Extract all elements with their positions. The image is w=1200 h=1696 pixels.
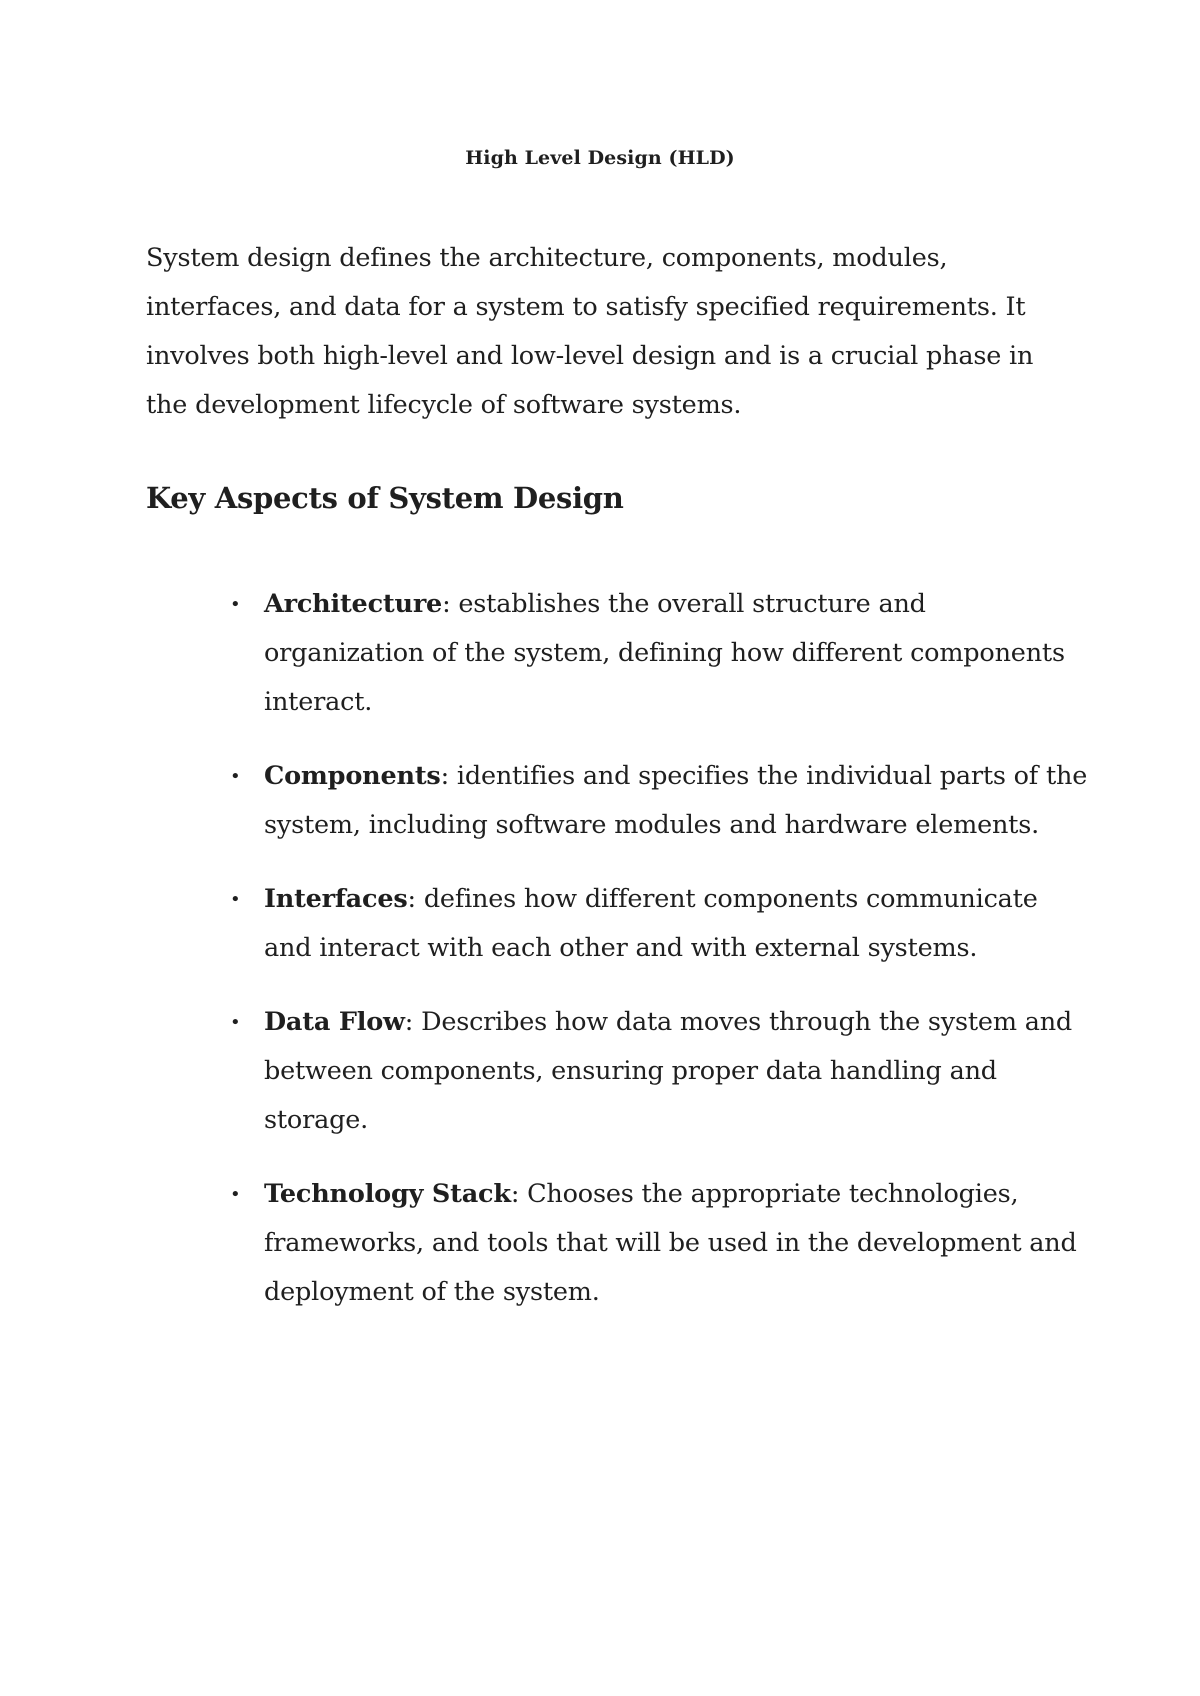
aspect-description: : Chooses the appropriate technologies, frameworks, and tools that will be used in the development and deployment of the system. (264, 1179, 1077, 1307)
aspect-term: Technology Stack (264, 1179, 511, 1209)
intro-paragraph: System design defines the architecture, components, modules, interfaces, and data for a system to satisfy specified requirements. It involves both high-level and low-level design and is a crucial phase in the development lifecycle of software systems. (146, 243, 1034, 420)
aspect-item-architecture (230, 580, 1090, 727)
bullet-icon: • (230, 594, 241, 615)
aspects-list (230, 580, 1090, 1342)
aspect-item-interfaces (230, 875, 1090, 973)
document-title: High Level Design (HLD) (465, 147, 735, 169)
aspect-description: : defines how different components communicate and interact with each other and with external systems. (264, 884, 1038, 963)
aspect-term: Architecture (264, 589, 443, 619)
aspect-description: : establishes the overall structure and organization of the system, defining how different components interact. (264, 589, 1065, 717)
aspect-item-technology-stack (230, 1170, 1090, 1317)
bullet-icon: • (230, 1012, 241, 1033)
bullet-icon: • (230, 1184, 241, 1205)
section-heading: Key Aspects of System Design (146, 481, 624, 515)
aspect-term: Interfaces (264, 884, 408, 914)
bullet-icon: • (230, 889, 241, 910)
bullet-icon: • (230, 766, 241, 787)
aspect-term: Components (264, 761, 441, 791)
aspect-item-data-flow (230, 998, 1090, 1145)
aspect-description: : Describes how data moves through the system and between components, ensuring proper data handling and storage. (264, 1007, 1073, 1135)
aspect-term: Data Flow (264, 1007, 405, 1037)
aspect-item-components (230, 752, 1090, 850)
aspect-description: : identifies and specifies the individual parts of the system, including software modules and hardware elements. (264, 761, 1088, 840)
